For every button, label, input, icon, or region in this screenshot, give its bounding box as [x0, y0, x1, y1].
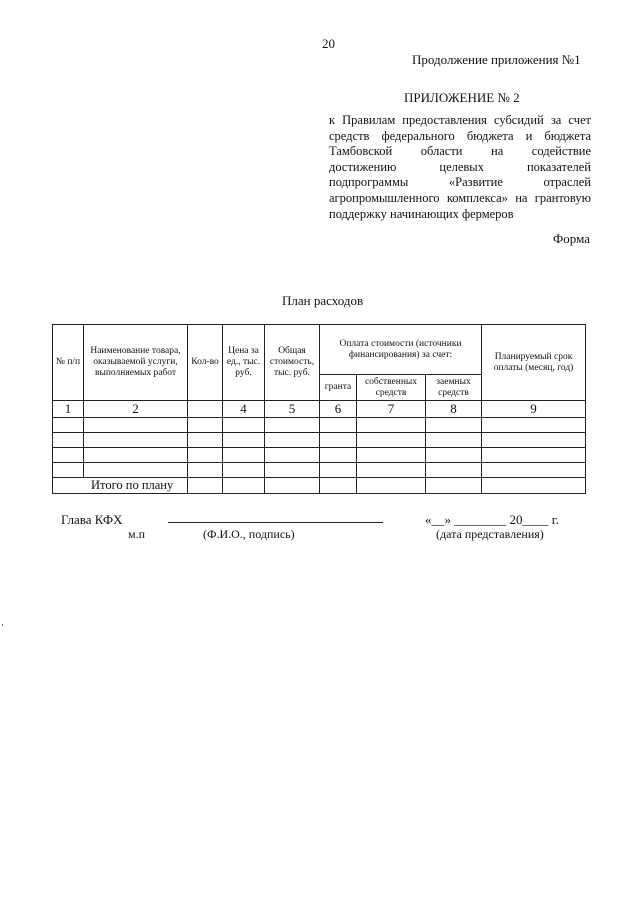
- appendix-line: поддержку начинающих фермеров: [329, 206, 514, 221]
- expense-plan-table: [52, 324, 586, 494]
- appendix-line: подпрограммы «Развитие отраслей: [329, 175, 591, 190]
- column-number: 1: [53, 401, 84, 418]
- margin-mark: [2, 624, 3, 626]
- empty-cell[interactable]: [188, 478, 223, 494]
- empty-cell[interactable]: [426, 433, 482, 448]
- column-number: 2: [84, 401, 188, 418]
- empty-cell[interactable]: [223, 433, 265, 448]
- empty-cell[interactable]: [53, 433, 84, 448]
- column-number: 9: [482, 401, 586, 418]
- empty-cell[interactable]: [84, 463, 188, 478]
- empty-cell[interactable]: [265, 433, 320, 448]
- empty-cell[interactable]: [265, 448, 320, 463]
- empty-cell[interactable]: [223, 418, 265, 433]
- header-own-funds: собственных средств: [357, 375, 426, 401]
- empty-cell[interactable]: [357, 463, 426, 478]
- empty-cell[interactable]: [320, 478, 357, 494]
- column-number: 5: [265, 401, 320, 418]
- empty-cell[interactable]: [223, 478, 265, 494]
- appendix-line: Тамбовской области на содействие: [329, 144, 591, 159]
- empty-cell[interactable]: [357, 448, 426, 463]
- appendix-description: [329, 113, 591, 222]
- signature-line[interactable]: [168, 522, 383, 523]
- column-number: 4: [223, 401, 265, 418]
- table-title: План расходов: [282, 293, 364, 308]
- header-grant: гранта: [320, 375, 357, 401]
- header-num: № п/п: [53, 325, 84, 401]
- empty-cell[interactable]: [426, 418, 482, 433]
- empty-cell[interactable]: [265, 478, 320, 494]
- empty-cell[interactable]: [84, 448, 188, 463]
- empty-cell[interactable]: [320, 463, 357, 478]
- empty-cell[interactable]: [188, 433, 223, 448]
- empty-cell[interactable]: [188, 463, 223, 478]
- column-number: [188, 401, 223, 418]
- continuation-note: Продолжение приложения №1: [412, 52, 581, 67]
- form-label: Форма: [553, 231, 590, 246]
- header-planned-term: Планируемый срок оплаты (месяц, год): [482, 325, 586, 401]
- empty-cell[interactable]: [357, 433, 426, 448]
- total-row: [53, 478, 586, 494]
- empty-cell[interactable]: [223, 448, 265, 463]
- table-row: [53, 463, 586, 478]
- empty-cell[interactable]: [426, 448, 482, 463]
- empty-cell[interactable]: [426, 478, 482, 494]
- empty-cell[interactable]: [265, 463, 320, 478]
- empty-cell[interactable]: [357, 418, 426, 433]
- empty-cell[interactable]: [188, 418, 223, 433]
- date-field[interactable]: «__» ________ 20____ г.: [425, 512, 559, 527]
- appendix-line: достижению целевых показателей: [329, 159, 591, 174]
- header-loan-funds: заемных средств: [426, 375, 482, 401]
- table-row: [53, 433, 586, 448]
- empty-cell[interactable]: [53, 448, 84, 463]
- page-number: 20: [322, 36, 335, 51]
- empty-cell[interactable]: [482, 448, 586, 463]
- date-caption: (дата представления): [436, 527, 544, 541]
- empty-cell[interactable]: [53, 463, 84, 478]
- empty-cell[interactable]: [320, 433, 357, 448]
- empty-cell[interactable]: [426, 463, 482, 478]
- fio-signature-label: (Ф.И.О., подпись): [203, 527, 295, 541]
- empty-cell[interactable]: [188, 448, 223, 463]
- header-name: Наименование товара, оказываемой услуги, выполняемых работ: [84, 325, 188, 401]
- column-number: 6: [320, 401, 357, 418]
- empty-cell[interactable]: [482, 463, 586, 478]
- appendix-line: агропромышленного комплекса» на грантовую: [329, 190, 591, 205]
- appendix-title: ПРИЛОЖЕНИЕ № 2: [404, 90, 520, 105]
- empty-cell[interactable]: [223, 463, 265, 478]
- appendix-line: средств федерального бюджета и бюджета: [329, 128, 591, 143]
- table-row: [53, 418, 586, 433]
- empty-cell[interactable]: [357, 478, 426, 494]
- empty-cell[interactable]: [482, 433, 586, 448]
- header-price: Цена за ед., тыс. руб.: [223, 325, 265, 401]
- column-number: 7: [357, 401, 426, 418]
- header-qty: Кол-во: [188, 325, 223, 401]
- header-payment: Оплата стоимости (источники финансирования) за счет:: [320, 325, 482, 375]
- seal-label: м.п: [128, 527, 146, 541]
- header-total-cost: Общая стоимость, тыс. руб.: [265, 325, 320, 401]
- table-row: [53, 448, 586, 463]
- total-label: Итого по плану: [53, 478, 188, 494]
- empty-cell[interactable]: [482, 418, 586, 433]
- appendix-line: к Правилам предоставления субсидий за счет: [329, 113, 591, 127]
- head-of-farm-label: Глава КФХ: [61, 512, 123, 527]
- empty-cell[interactable]: [320, 448, 357, 463]
- empty-cell[interactable]: [84, 433, 188, 448]
- empty-cell[interactable]: [320, 418, 357, 433]
- empty-cell[interactable]: [482, 478, 586, 494]
- empty-cell[interactable]: [84, 418, 188, 433]
- column-number: 8: [426, 401, 482, 418]
- empty-cell[interactable]: [53, 418, 84, 433]
- empty-cell[interactable]: [265, 418, 320, 433]
